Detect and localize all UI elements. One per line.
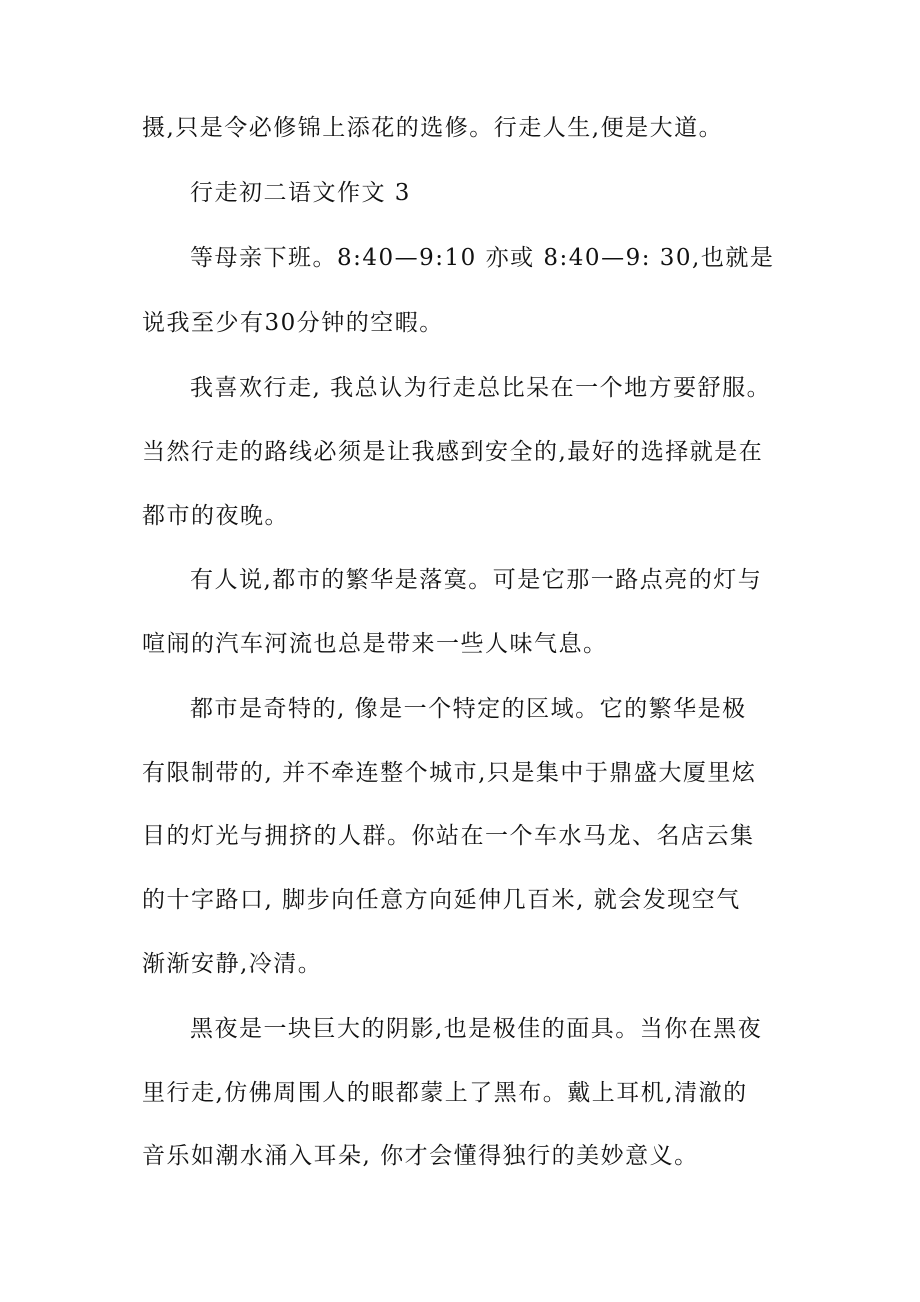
- text-line: 说我至少有30分钟的空暇。: [142, 310, 444, 336]
- text-line: 摄,只是令必修锦上添花的选修。行走人生,便是大道。: [142, 115, 724, 141]
- text-line: 黑夜是一块巨大的阴影,也是极佳的面具。当你在黑夜: [190, 1016, 763, 1042]
- text-line: 的十字路口, 脚步向任意方向延伸几百米, 就会发现空气: [142, 887, 741, 913]
- text-line: 音乐如潮水涌入耳朵, 你才会懂得独行的美妙意义。: [142, 1143, 699, 1169]
- text-line: 当然行走的路线必须是让我感到安全的,最好的选择就是在: [142, 439, 764, 465]
- text-line: 里行走,仿佛周围人的眼都蒙上了黑布。戴上耳机,清澈的: [142, 1080, 748, 1106]
- text-line: 目的灯光与拥挤的人群。你站在一个车水马龙、名店云集: [142, 823, 755, 849]
- text-line: 有人说,都市的繁华是落寞。可是它那一路点亮的灯与: [190, 567, 763, 593]
- section-heading: 行走初二语文作文 3: [190, 180, 411, 206]
- text-line: 都市的夜晚。: [142, 503, 289, 529]
- text-line: 有限制带的, 并不牵连整个城市,只是集中于鼎盛大厦里炫: [142, 760, 757, 786]
- text-line: 等母亲下班。8:40—9:10 亦或 8:40—9: 30,也就是: [190, 245, 775, 271]
- text-line: 我喜欢行走, 我总认为行走总比呆在一个地方要舒服。: [190, 375, 772, 401]
- text-line: 都市是奇特的, 像是一个特定的区域。它的繁华是极: [190, 696, 747, 722]
- text-line: 渐渐安静,冷清。: [142, 951, 323, 977]
- text-line: 喧闹的汽车河流也总是带来一些人味气息。: [142, 631, 608, 657]
